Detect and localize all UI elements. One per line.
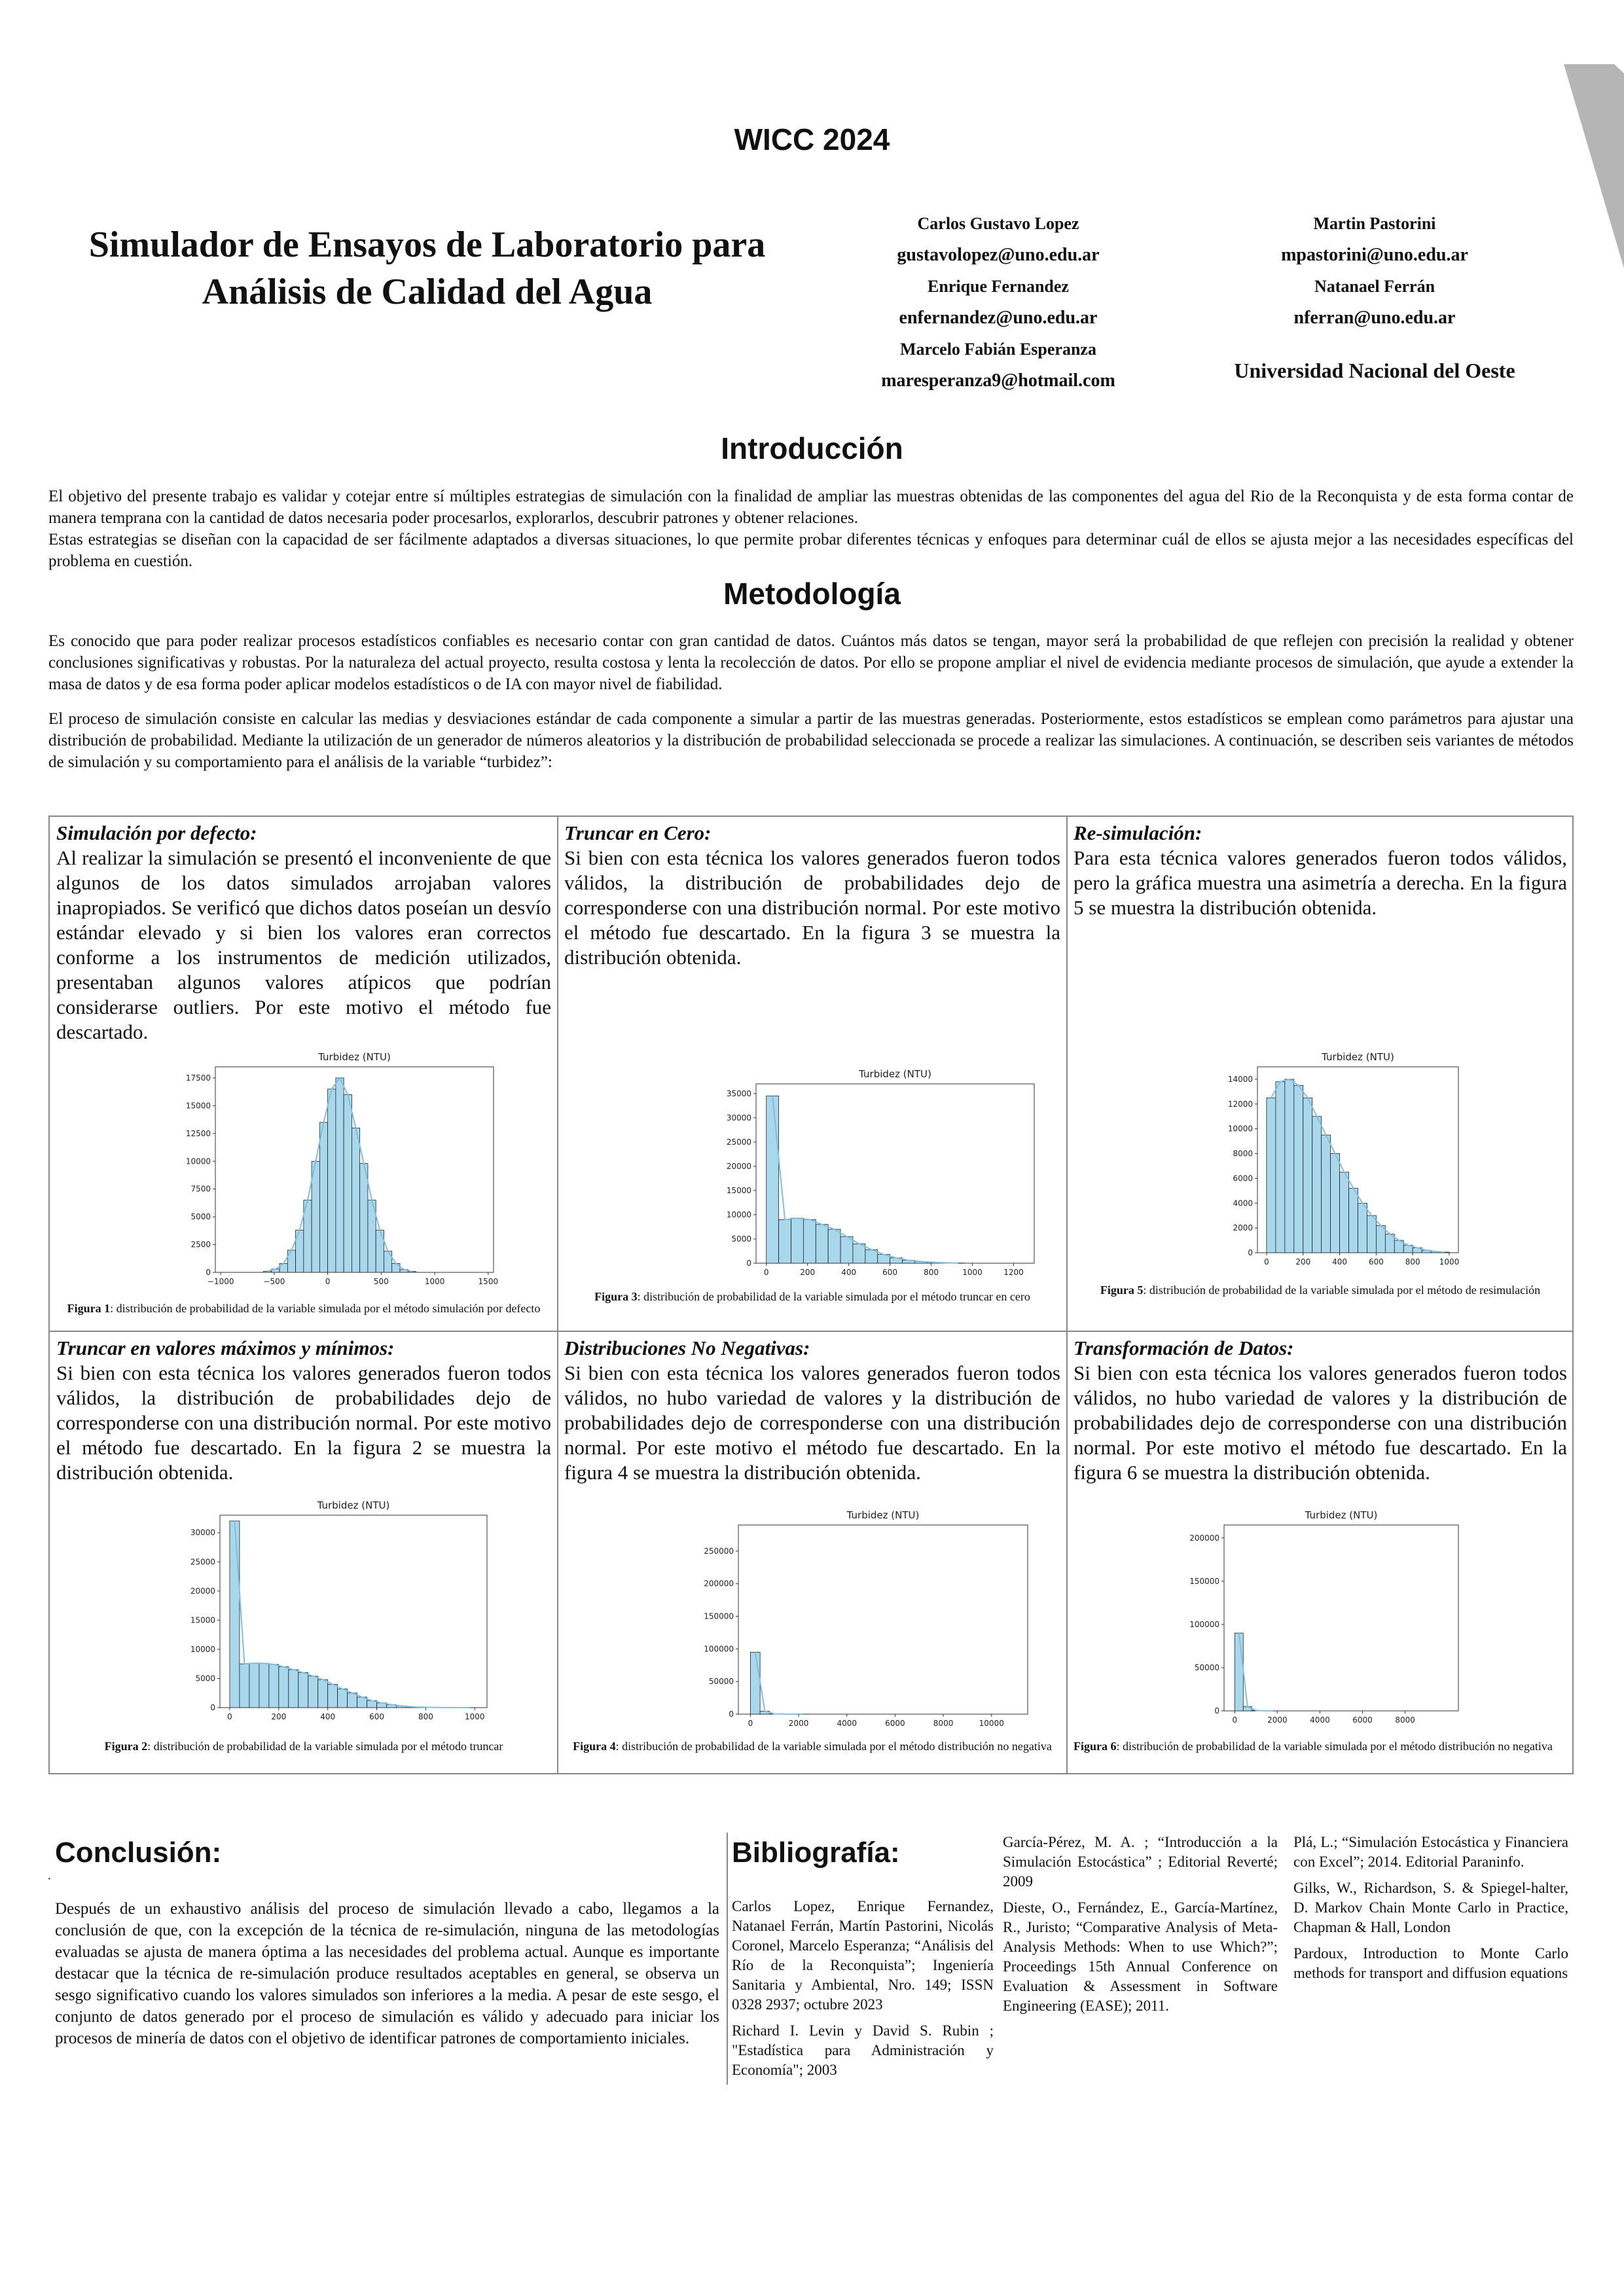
poster-title-line2: Análisis de Calidad del Agua — [202, 272, 653, 312]
chart-title: Turbidez (NTU) — [317, 1499, 390, 1511]
reference-item: García-Pérez, M. A. ; “Introducción a la Simulación Estocástica” ; Editorial Reverté; 2009 — [1003, 1834, 1278, 1890]
method-description: Si bien con esta técnica los valores generados fueron todos válidos, la distribución de probabilidades dejo de corresponderse con una distribución normal. Por este motivo el método fue descartado. En la figura 3 se muestra la distribución obtenida. — [564, 846, 1060, 969]
histogram-bar — [264, 1271, 272, 1272]
y-tick-label: 20000 — [726, 1161, 751, 1171]
poster-title — [46, 221, 808, 315]
x-tick-label: 8000 — [1395, 1715, 1415, 1725]
figure-caption: Figura 3: distribución de probabilidad de la variable simulada por el método truncar en cero — [594, 1290, 1030, 1303]
y-tick-label: 200000 — [1189, 1533, 1219, 1543]
chart-title: Turbidez (NTU) — [846, 1509, 920, 1521]
x-tick-label: 400 — [320, 1712, 336, 1721]
y-tick-label: 12000 — [1227, 1099, 1253, 1109]
intro-text — [48, 486, 1574, 572]
y-tick-label: 0 — [729, 1710, 734, 1719]
reference-item: Gilks, W., Richardson, S. & Spiegel-halter, D. Markov Chain Monte Carlo in Practice, Chapman & Hall, London — [1293, 1880, 1568, 1935]
chart-title: Turbidez (NTU) — [1322, 1051, 1394, 1063]
y-tick-label: 2000 — [1233, 1223, 1253, 1233]
bibliography-column-2 — [1003, 1833, 1278, 2022]
bibliography-title: Bibliografía: — [732, 1837, 900, 1869]
x-tick-label: 0 — [763, 1268, 769, 1277]
method-title: Transformación de Datos: — [1074, 1336, 1294, 1359]
method-title: Truncar en valores máximos y mínimos: — [56, 1336, 395, 1359]
x-tick-label: 1000 — [1439, 1257, 1460, 1266]
x-tick-label: 800 — [1405, 1257, 1420, 1266]
histogram-figure-3 — [702, 1064, 1042, 1287]
author-email: gustavolopez@uno.edu.ar — [897, 245, 1100, 265]
y-tick-label: 0 — [1214, 1706, 1219, 1715]
x-tick-label: 0 — [1232, 1715, 1238, 1725]
conclusion-text: Después de un exhaustivo análisis del proceso de simulación llevado a cabo, llegamos a la conclusión de que, con la excepción de la técnica de re-simulación, ninguna de las metodologías evaluadas se ajusta de manera óptima a las necesidades del problema actual. Aunque es importante destacar que la técnica de re-simulación produce resultados aceptables en general, se observa un sesgo significativo cuando los valores simulados son inferiores a la media. A pesar de este sesgo, el conjunto de datos generado por el proceso de simulación es válido y adecuado para iniciar los procesos de minería de datos con el objetivo de identificar patrones de comportamiento iniciales. — [55, 1900, 719, 2047]
author-name: Natanael Ferrán — [1314, 277, 1435, 296]
y-tick-label: 0 — [210, 1703, 215, 1712]
x-tick-label: 1000 — [465, 1712, 485, 1721]
author-email: nferran@uno.edu.ar — [1293, 308, 1456, 328]
method-cell-data-transform — [1067, 1332, 1574, 1774]
x-tick-label: 0 — [1264, 1257, 1269, 1266]
intro-paragraph-1: El objetivo del presente trabajo es validar y cotejar entre sí múltiples estrategias de simulación con la finalidad de ampliar las muestras obtenidas de las componentes del agua del Rio de la Reconquista y de esta forma contar de manera temprana con la cantidad de datos necesaria poder procesarlos, explorarlos, descubrir patrones y obtener relaciones. — [48, 488, 1574, 527]
author-name: Enrique Fernandez — [928, 277, 1069, 296]
histogram-bar — [853, 1244, 865, 1263]
histogram-bar — [1367, 1215, 1376, 1253]
histogram-bar — [230, 1521, 240, 1708]
y-tick-label: 30000 — [190, 1528, 215, 1537]
reference-item: Carlos Lopez, Enrique Fernandez, Natanael Ferrán, Martín Pastorini, Nicolás Coronel, Marcelo Esperanza; “Análisis del Río de la Reconquista”; Ingeniería Sanitaria y Ambiental, Nro. 149; ISSN 0328 2937; octubre 2023 — [732, 1898, 994, 2013]
histogram-bar — [1376, 1225, 1385, 1253]
y-tick-label: 50000 — [1194, 1662, 1219, 1672]
y-tick-label: 7500 — [190, 1184, 211, 1194]
method-title: Simulación por defecto: — [56, 821, 257, 844]
bibliography-column-1 — [732, 1897, 994, 2087]
y-tick-label: 200000 — [704, 1579, 734, 1588]
histogram-figure-2 — [168, 1496, 495, 1731]
histogram-bar — [352, 1128, 359, 1272]
histogram-bar — [360, 1164, 368, 1272]
author-email: maresperanza9@hotmail.com — [881, 370, 1115, 391]
x-tick-label: 1500 — [478, 1277, 499, 1286]
histogram-bar — [750, 1652, 760, 1714]
reference-item: Pardoux, Introduction to Monte Carlo methods for transport and diffusion equations — [1293, 1945, 1568, 1981]
histogram-bar — [1267, 1098, 1276, 1253]
method-cell-truncate-max-min — [50, 1332, 558, 1774]
y-tick-label: 6000 — [1233, 1174, 1253, 1183]
x-tick-label: 2000 — [1267, 1715, 1288, 1725]
histogram-bar — [840, 1236, 853, 1263]
y-tick-label: 10000 — [726, 1210, 751, 1219]
authors-right — [1204, 208, 1545, 334]
y-tick-label: 20000 — [190, 1586, 215, 1596]
method-title: Re-simulación: — [1074, 821, 1202, 844]
reference-item: Richard I. Levin y David S. Rubin ; "Estadística para Administración y Economía"; 2003 — [732, 2022, 994, 2078]
method-description: Para esta técnica valores generados fueron todos válidos, pero la gráfica muestra una asimetría a derecha. En la figura 5 se muestra la distribución obtenida. — [1074, 846, 1567, 919]
method-description: Si bien con esta técnica los valores generados fueron todos válidos, no hubo variedad de valores y la distribución de probabilidades dejo de corresponderse con una distribución normal. Por este motivo el método fue descartado. En la figura 4 se muestra la distribución obtenida. — [564, 1361, 1060, 1484]
chart-title: Turbidez (NTU) — [1305, 1509, 1378, 1521]
reference-item: Dieste, O., Fernández, E., García-Martínez, R., Juristo; “Comparative Analysis of Meta-Analysis Methods: When to use Which?”; Proceedings 15th Annual Conference on Evaluation & Assessment in Software Engineering (EASE); 2011. — [1003, 1899, 1278, 2014]
y-tick-label: 150000 — [1189, 1576, 1219, 1586]
event-name: WICC 2024 — [734, 122, 890, 156]
histogram-bar — [828, 1229, 840, 1263]
y-tick-label: 100000 — [704, 1644, 734, 1654]
method-description: Si bien con esta técnica los valores generados fueron todos válidos, la distribución de probabilidades dejo de corresponderse con una distribución normal. Por este motivo el método fue descartado. En la figura 2 se muestra la distribución obtenida. — [56, 1361, 551, 1484]
method-title: Metodología — [723, 577, 901, 611]
intro-title: Introducción — [721, 431, 903, 465]
method-paragraph-1: Es conocido que para poder realizar procesos estadísticos confiables es necesario contar con gran cantidad de datos. Cuántos más datos se tengan, mayor será la probabilidad de que reflejen con precisión la realidad y obtener conclusiones significativas y robustas. Por la naturaleza del actual proyecto, resulta costosa y lenta la recolección de datos. Por ello se propone ampliar el nivel de evidencia mediante procesos de simulación, que ayude a extender la masa de datos y de esa forma poder aplicar modelos estadísticos o de IA con mayor nivel de fiabilidad. — [48, 632, 1574, 693]
methods-grid — [48, 816, 1574, 1774]
y-tick-label: 150000 — [704, 1611, 734, 1621]
x-tick-label: 0 — [325, 1277, 331, 1286]
method-cell-resimulation — [1067, 817, 1574, 1331]
chart-title: Turbidez (NTU) — [318, 1051, 391, 1063]
university: Universidad Nacional del Oeste — [1234, 359, 1515, 382]
x-tick-label: 600 — [369, 1712, 385, 1721]
x-tick-label: 600 — [1368, 1257, 1384, 1266]
y-tick-label: 15000 — [726, 1185, 751, 1195]
author-name: Martin Pastorini — [1313, 214, 1436, 233]
histogram-bar — [791, 1218, 804, 1263]
x-tick-label: 200 — [271, 1712, 287, 1721]
method-paragraph-2: El proceso de simulación consiste en calcular las medias y desviaciones estándar de cada componente a simular a partir de las muestras generadas. Posteriormente, estos estadísticos se emplean como parámetros para ajustar una distribución de probabilidad. Mediante la utilización de un generador de números aleatorios y la distribución de probabilidad seleccionada se procede a realizar las simulaciones. A continuación, se describen seis variantes de métodos de simulación y su comportamiento para el análisis de la variable “turbidez”: — [48, 710, 1574, 771]
figure-caption: Figura 1: distribución de probabilidad de la variable simulada por el método simulación por defecto — [67, 1302, 541, 1315]
figure-caption: Figura 5: distribución de probabilidad de la variable simulada por el método de resimulación — [1100, 1283, 1541, 1297]
stray-dot: · — [47, 1872, 52, 1886]
method-title: Truncar en Cero: — [564, 821, 712, 844]
histogram-bar — [816, 1225, 828, 1263]
method-title: Distribuciones No Negativas: — [564, 1336, 810, 1359]
y-tick-label: 10000 — [190, 1644, 215, 1654]
y-tick-label: 15000 — [185, 1101, 211, 1111]
histogram-bar — [1235, 1633, 1243, 1711]
author-name: Marcelo Fabián Esperanza — [900, 340, 1096, 359]
y-tick-label: 10000 — [1227, 1124, 1253, 1134]
y-tick-label: 8000 — [1233, 1149, 1253, 1158]
reference-item: Plá, L.; “Simulación Estocástica y Financiera con Excel”; 2014. Editorial Paraninfo. — [1293, 1834, 1568, 1870]
histogram-bar — [1331, 1154, 1340, 1253]
bibliography-column-3 — [1293, 1833, 1568, 1990]
histogram-bar — [287, 1250, 295, 1272]
plot-frame — [738, 1525, 1028, 1714]
histogram-bar — [318, 1679, 328, 1708]
histogram-figure-5 — [1218, 1047, 1466, 1276]
y-tick-label: 15000 — [190, 1615, 215, 1625]
poster-title-line1: Simulador de Ensayos de Laboratorio para — [88, 224, 766, 265]
y-tick-label: 5000 — [731, 1234, 751, 1244]
histogram-bar — [1294, 1085, 1303, 1253]
y-tick-label: 10000 — [185, 1157, 211, 1166]
y-tick-label: 5000 — [195, 1674, 215, 1683]
intro-paragraph-2: Estas estrategias se diseñan con la capacidad de ser fácilmente adaptados a diversas situaciones, lo que permite probar diferentes técnicas y enfoques para determinar cuál de ellos se ajusta mejor a las necesidades específicas del problema en cuestión. — [48, 531, 1574, 570]
x-tick-label: 400 — [841, 1268, 857, 1277]
y-tick-label: 4000 — [1233, 1198, 1253, 1208]
histogram-bar — [803, 1219, 816, 1263]
y-tick-label: 5000 — [190, 1212, 211, 1222]
x-tick-label: 800 — [924, 1268, 939, 1277]
authors-left — [828, 208, 1168, 397]
plot-frame — [1224, 1525, 1458, 1711]
y-tick-label: 35000 — [726, 1088, 751, 1098]
x-tick-label: 2000 — [788, 1719, 809, 1728]
x-tick-label: 1000 — [962, 1268, 983, 1277]
histogram-figure-6 — [1178, 1505, 1466, 1734]
histogram-bar — [1285, 1079, 1294, 1253]
y-tick-label: 25000 — [726, 1137, 751, 1147]
author-name: Carlos Gustavo Lopez — [917, 214, 1079, 233]
histogram-bar — [298, 1673, 308, 1708]
y-tick-label: 30000 — [726, 1113, 751, 1122]
x-tick-label: 400 — [1332, 1257, 1348, 1266]
histogram-bar — [308, 1676, 318, 1708]
x-tick-label: 500 — [373, 1277, 389, 1286]
method-cell-default — [50, 817, 558, 1331]
histogram-bar — [1349, 1189, 1358, 1253]
y-tick-label: 0 — [746, 1259, 751, 1268]
histogram-bar — [348, 1693, 357, 1708]
x-tick-label: 600 — [882, 1268, 898, 1277]
histogram-bar — [328, 1684, 338, 1708]
column-divider — [727, 1833, 728, 2085]
x-tick-label: 8000 — [933, 1719, 954, 1728]
y-tick-label: 0 — [206, 1268, 211, 1277]
y-tick-label: 100000 — [1189, 1619, 1219, 1629]
chart-title: Turbidez (NTU) — [859, 1068, 931, 1080]
method-description: Si bien con esta técnica los valores generados fueron todos válidos, no hubo variedad de valores y la distribución de probabilidades dejo de corresponderse con una distribución normal. Por este motivo el método fue descartado. En la figura 6 se muestra la distribución obtenida. — [1074, 1361, 1567, 1484]
histogram-bar — [1312, 1117, 1322, 1253]
x-tick-label: 10000 — [979, 1719, 1004, 1728]
y-tick-label: 14000 — [1227, 1074, 1253, 1084]
x-tick-label: 4000 — [837, 1719, 857, 1728]
author-email: enfernandez@uno.edu.ar — [899, 308, 1098, 328]
x-tick-label: −500 — [263, 1277, 285, 1286]
method-description: Al realizar la simulación se presentó el inconveniente de que algunos de los datos simulados arrojaban valores inapropiados. Se verificó que dichos datos poseían un desvío estándar elevado y si bien los valores eran correctos conforme a los instrumentos de medición utilizados, presentaban algunos valores atípicos que podrían considerarse outliers. Por este motivo el método fue descartado. — [56, 846, 551, 1043]
histogram-figure-4 — [682, 1505, 1036, 1738]
histogram-bar — [279, 1667, 289, 1708]
histogram-bar — [1303, 1098, 1312, 1253]
histogram-bar — [289, 1670, 298, 1708]
histogram-bar — [269, 1664, 279, 1708]
histogram-bar — [1276, 1082, 1285, 1253]
histogram-bar — [767, 1096, 779, 1263]
x-tick-label: 1000 — [424, 1277, 445, 1286]
histogram-bar — [338, 1689, 348, 1708]
method-cell-non-negative — [558, 1332, 1067, 1774]
histogram-bar — [259, 1663, 269, 1708]
histogram-bar — [1340, 1172, 1349, 1253]
figure-caption: Figura 6: distribución de probabilidad de la variable simulada por el método distribución no negativa — [1074, 1740, 1553, 1753]
histogram-bar — [249, 1663, 259, 1708]
figure-caption: Figura 2: distribución de probabilidad de la variable simulada por el método truncar — [104, 1740, 503, 1753]
y-tick-label: 25000 — [190, 1557, 215, 1567]
x-tick-label: 0 — [227, 1712, 232, 1721]
method-cell-truncate-zero — [558, 817, 1067, 1331]
figure-caption: Figura 4: distribución de probabilidad de la variable simulada por el método distribución no negativa — [573, 1740, 1052, 1753]
histogram-bar — [1358, 1203, 1367, 1253]
histogram-bar — [344, 1094, 352, 1272]
histogram-figure-1 — [161, 1047, 501, 1296]
y-tick-label: 17500 — [185, 1073, 211, 1083]
x-tick-label: 800 — [418, 1712, 433, 1721]
x-tick-label: 200 — [1295, 1257, 1311, 1266]
histogram-bar — [240, 1664, 249, 1708]
histogram-bar — [779, 1219, 791, 1263]
y-tick-label: 2500 — [190, 1240, 211, 1249]
y-tick-label: 50000 — [708, 1677, 734, 1687]
y-tick-label: 12500 — [185, 1128, 211, 1138]
x-tick-label: 0 — [748, 1719, 753, 1728]
x-tick-label: −1000 — [207, 1277, 234, 1286]
x-tick-label: 1200 — [1003, 1268, 1024, 1277]
x-tick-label: 4000 — [1310, 1715, 1330, 1725]
y-tick-label: 250000 — [704, 1546, 734, 1556]
histogram-bar — [1322, 1135, 1331, 1253]
author-email: mpastorini@uno.edu.ar — [1281, 245, 1468, 265]
histogram-bar — [328, 1089, 336, 1272]
histogram-bar — [319, 1122, 327, 1272]
x-tick-label: 6000 — [885, 1719, 905, 1728]
y-tick-label: 0 — [1248, 1248, 1253, 1257]
x-tick-label: 200 — [800, 1268, 816, 1277]
conclusion-title: Conclusión: — [55, 1837, 222, 1869]
x-tick-label: 6000 — [1352, 1715, 1373, 1725]
histogram-bar — [336, 1078, 344, 1272]
